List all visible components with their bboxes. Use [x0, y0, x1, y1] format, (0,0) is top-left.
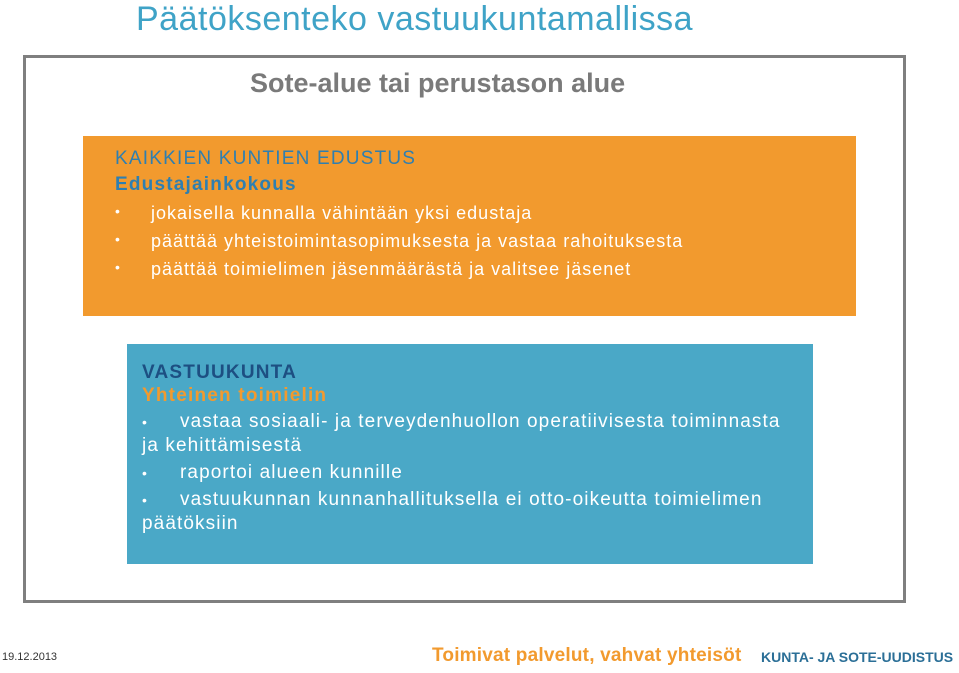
- representation-subheading: Edustajainkokous: [115, 174, 297, 195]
- bullet-icon: •: [142, 492, 149, 508]
- list-item: [115, 231, 856, 252]
- area-title: Sote-alue tai perustason alue: [250, 68, 626, 98]
- responsible-list: [142, 410, 813, 536]
- bullet-icon: •: [142, 465, 149, 481]
- list-item: [142, 488, 782, 536]
- footer-brand: KUNTA- JA SOTE-UUDISTUS: [761, 649, 954, 665]
- footer-date: 19.12.2013: [2, 651, 58, 663]
- list-item: [142, 410, 782, 458]
- bullet-icon: •: [115, 259, 121, 275]
- responsible-box: [127, 344, 813, 564]
- representation-heading: KAIKKIEN KUNTIEN EDUSTUS: [115, 148, 417, 169]
- list-item-text: raportoi alueen kunnille: [180, 462, 403, 483]
- bullet-icon: •: [142, 414, 149, 430]
- bullet-icon: •: [115, 231, 121, 247]
- list-item: [115, 259, 856, 280]
- list-item: [115, 203, 856, 224]
- responsible-subheading: Yhteinen toimielin: [142, 385, 328, 406]
- list-item-text: vastaa sosiaali- ja terveydenhuollon operatiivisesta toiminnasta ja kehittämisestä: [142, 411, 781, 456]
- list-item: [142, 461, 813, 485]
- bullet-icon: •: [115, 203, 121, 219]
- page-title: Päätöksenteko vastuukuntamallissa: [136, 0, 694, 38]
- representation-list: [115, 203, 856, 280]
- list-item-text: jokaisella kunnalla vähintään yksi edustaja: [151, 203, 533, 223]
- list-item-text: päättää toimielimen jäsenmäärästä ja valitsee jäsenet: [151, 259, 632, 279]
- representation-box: [83, 136, 856, 316]
- responsible-heading: VASTUUKUNTA: [142, 362, 297, 383]
- footer-slogan: Toimivat palvelut, vahvat yhteisöt: [432, 645, 742, 666]
- list-item-text: päättää yhteistoimintasopimuksesta ja vastaa rahoituksesta: [151, 231, 684, 251]
- list-item-text: vastuukunnan kunnanhallituksella ei otto-oikeutta toimielimen päätöksiin: [142, 489, 763, 534]
